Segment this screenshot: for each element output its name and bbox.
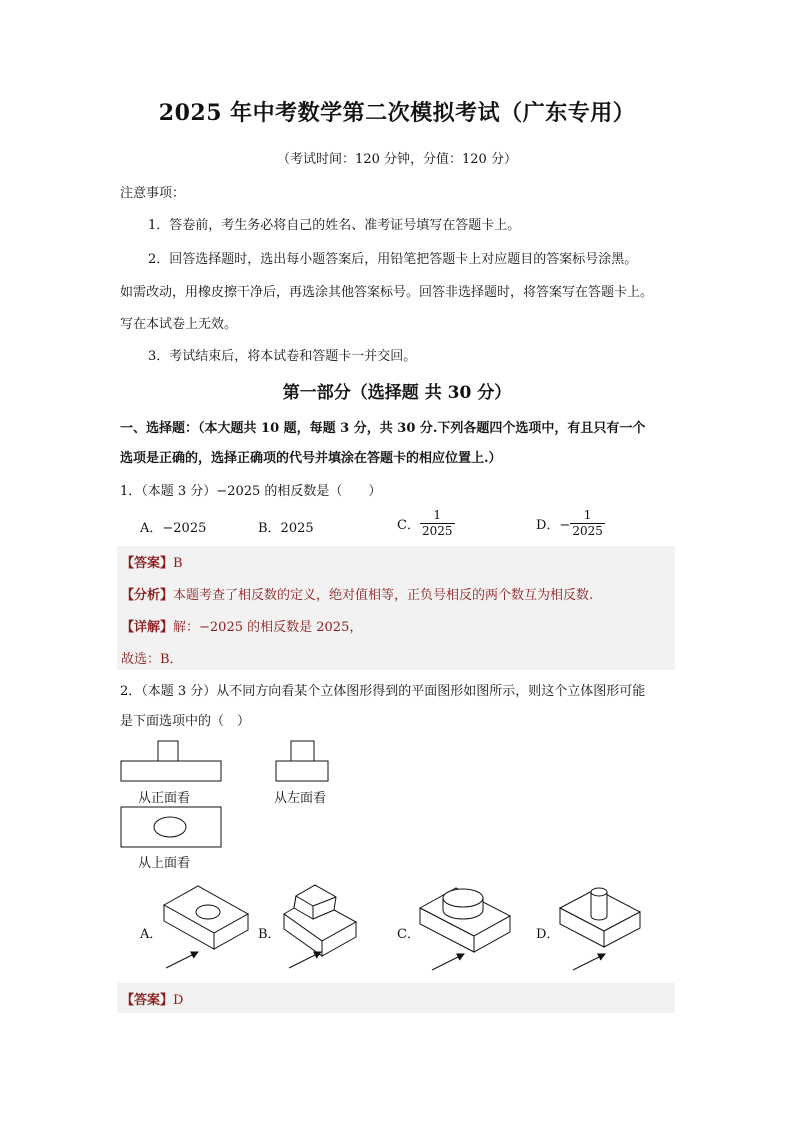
notice-heading: 注意事项： [120,186,186,201]
notice-item-2-line-2: 如需改动，用橡皮擦干净后，再选涂其他答案标号。回答非选择题时，将答案写在答题卡上。 [120,285,654,300]
q2-stem-line-2: 是下面选项中的（ ） [120,714,251,729]
q1-option-a: A．−2025 [140,521,207,536]
q2-answer-box [117,983,675,1013]
notice-item-2-line-1: 2．回答选择题时，选出每小题答案后，用铅笔把答题卡上对应题目的答案标号涂黑。 [148,252,638,267]
q1-conclusion: 故选：B． [121,652,183,667]
q1-option-d-label: D．− [536,518,571,533]
q1-stem: 1．（本题 3 分）−2025 的相反数是（ ） [120,484,382,499]
q2-option-a: A． [140,927,163,942]
answer-tag: 【答案】 [121,556,174,571]
left-view-label: 从左面看 [274,791,327,806]
answer-value: D [173,993,184,1008]
q2-option-d: D． [536,927,560,942]
analysis-text: 本题考查了相反数的定义，绝对值相等，正负号相反的两个数互为相反数. [173,588,594,603]
notice-item-3: 3．考试结束后，将本试卷和答题卡一并交回。 [148,349,417,364]
answer-tag: 【答案】 [121,993,174,1008]
section-instructions-line-2: 选项是正确的，选择正确项的代号并填涂在答题卡的相应位置上.） [120,451,502,466]
option-d-figure [560,888,640,970]
front-view-label: 从正面看 [138,791,191,806]
fraction-denominator: 2025 [421,524,453,538]
option-b-figure [284,885,356,968]
notice-item-2-line-3: 写在本试卷上无效。 [120,317,238,332]
exam-info: （考试时间：120 分钟，分值：120 分） [277,152,517,167]
section-instructions-rest: （本大题共 10 题，每题 3 分，共 30 分.下列各题四个选项中，有且只有一个 [198,421,646,436]
q2-answer [121,989,183,1008]
option-a-figure [164,886,248,968]
fraction-numerator: 1 [570,508,605,524]
top-view-label: 从上面看 [138,856,191,871]
answer-value: B [173,556,183,571]
section-title: 第一部分（选择题 共 30 分） [282,383,512,403]
analysis-tag: 【分析】 [121,588,174,603]
option-c-figure [420,888,510,970]
q1-option-c-label: C． [397,518,420,533]
detail-text: 解：−2025 的相反数是 2025， [173,620,363,635]
q2-option-b: B． [258,927,281,942]
section-heading: 一、选择题： [120,421,199,436]
fraction-numerator: 1 [420,508,455,524]
fraction-denominator: 2025 [572,524,603,538]
q2-stem-line-1: 2．（本题 3 分）从不同方向看某个立体图形得到的平面图形如图所示，则这个立体图形可能 [120,684,646,699]
page-title: 2025 年中考数学第二次模拟考试（广东专用） [158,100,636,126]
notice-item-1: 1．答卷前，考生务必将自己的姓名、准考证号填写在答题卡上。 [148,218,521,233]
q1-option-b: B．2025 [258,521,314,536]
detail-tag: 【详解】 [121,620,174,635]
q2-option-c: C． [397,927,420,942]
